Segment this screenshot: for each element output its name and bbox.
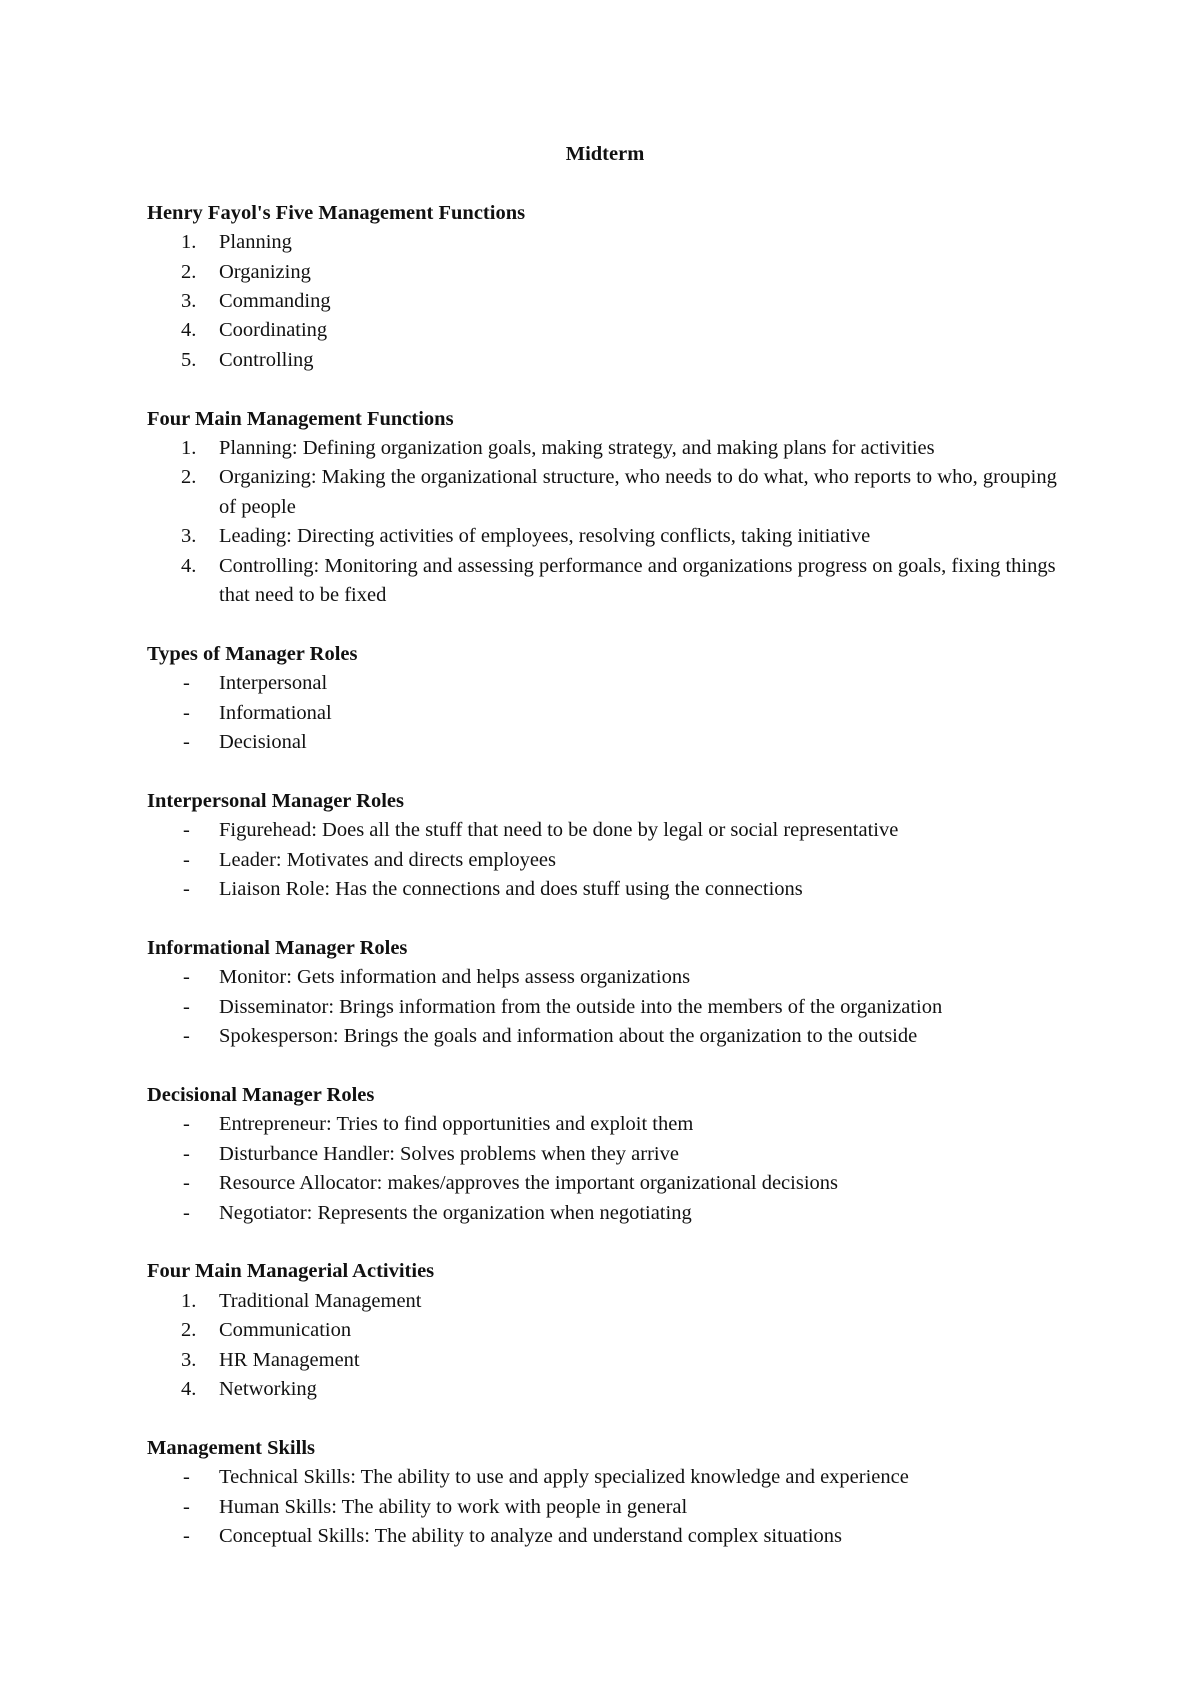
list-item-text: Organizing: Making the organizational structure, who needs to do what, who reports to who, grouping of people <box>219 466 1057 518</box>
list-number: 3. <box>181 1348 197 1371</box>
list-item-text: Spokesperson: Brings the goals and information about the organization to the outside <box>219 1025 918 1048</box>
list-bullet: - <box>183 731 190 754</box>
list-item <box>147 1316 1067 1345</box>
list-item <box>147 287 1067 316</box>
list-item-text: Controlling: Monitoring and assessing performance and organizations progress on goals, fixing things that need to be fixed <box>219 554 1056 607</box>
list-item <box>147 816 1067 845</box>
list-item <box>147 1022 1067 1051</box>
list-bullet: - <box>183 1201 190 1224</box>
list-bullet: - <box>183 966 190 989</box>
list-item <box>147 846 1067 875</box>
list-number: 1. <box>181 1289 197 1312</box>
list-item <box>147 434 1067 463</box>
list-bullet: - <box>183 1025 190 1048</box>
list-item <box>147 728 1067 757</box>
list-bullet: - <box>183 819 190 842</box>
bullet-list <box>147 963 1067 1051</box>
sections-container <box>147 199 1067 1552</box>
document-section <box>147 934 1067 1052</box>
list-item-text: Interpersonal <box>219 672 328 695</box>
list-item <box>147 258 1067 287</box>
list-item-text: Planning: Defining organization goals, making strategy, and making plans for activities <box>219 437 935 460</box>
section-heading: Four Main Management Functions <box>147 407 454 430</box>
list-item-text: Informational <box>219 701 332 724</box>
list-bullet: - <box>183 1524 190 1547</box>
list-item-text: Traditional Management <box>219 1289 422 1312</box>
list-number: 4. <box>181 1377 197 1400</box>
list-item <box>147 1140 1067 1169</box>
list-number: 5. <box>181 348 197 371</box>
list-item-text: Commanding <box>219 290 331 313</box>
section-heading: Henry Fayol's Five Management Functions <box>147 201 526 224</box>
list-number: 4. <box>181 554 197 577</box>
numbered-list <box>147 1287 1067 1405</box>
list-item-text: Negotiator: Represents the organization when negotiating <box>219 1201 692 1224</box>
document-section <box>147 405 1067 611</box>
list-bullet: - <box>183 1495 190 1518</box>
list-item <box>147 1199 1067 1228</box>
list-item <box>147 1169 1067 1198</box>
list-item <box>147 1463 1067 1492</box>
section-heading: Four Main Managerial Activities <box>147 1260 435 1283</box>
list-item <box>147 346 1067 375</box>
list-item <box>147 993 1067 1022</box>
list-item <box>147 1493 1067 1522</box>
list-item-text: Leading: Directing activities of employees, resolving conflicts, taking initiative <box>219 525 871 548</box>
list-item-text: Conceptual Skills: The ability to analyze and understand complex situations <box>219 1524 843 1547</box>
list-item <box>147 1375 1067 1404</box>
list-item <box>147 1287 1067 1316</box>
document-body <box>147 140 1067 1581</box>
list-number: 2. <box>181 466 197 489</box>
list-item-text: Planning <box>219 231 292 254</box>
list-item-text: Entrepreneur: Tries to find opportunities and exploit them <box>219 1113 694 1136</box>
section-heading: Interpersonal Manager Roles <box>147 789 404 812</box>
list-bullet: - <box>183 1113 190 1136</box>
list-item-text: Technical Skills: The ability to use and apply specialized knowledge and experience <box>219 1466 909 1489</box>
bullet-list <box>147 669 1067 757</box>
document-section <box>147 1081 1067 1228</box>
list-bullet: - <box>183 995 190 1018</box>
list-bullet: - <box>183 701 190 724</box>
list-item-text: Networking <box>219 1377 317 1400</box>
list-item <box>147 963 1067 992</box>
list-bullet: - <box>183 848 190 871</box>
list-item-text: Communication <box>219 1319 352 1342</box>
list-item-text: Human Skills: The ability to work with people in general <box>219 1495 688 1518</box>
list-item-text: Figurehead: Does all the stuff that need to be done by legal or social representative <box>219 819 899 842</box>
list-item-text: HR Management <box>219 1348 360 1371</box>
bullet-list <box>147 1463 1067 1551</box>
document-section <box>147 640 1067 758</box>
list-item-text: Organizing <box>219 260 311 283</box>
list-item <box>147 552 1067 611</box>
list-item-text: Disseminator: Brings information from the outside into the members of the organization <box>219 995 943 1018</box>
list-item-text: Liaison Role: Has the connections and does stuff using the connections <box>219 878 803 901</box>
list-number: 3. <box>181 290 197 313</box>
list-item-text: Monitor: Gets information and helps assess organizations <box>219 966 691 989</box>
list-bullet: - <box>183 1466 190 1489</box>
list-number: 2. <box>181 260 197 283</box>
list-item <box>147 1346 1067 1375</box>
list-item <box>147 522 1067 551</box>
list-number: 4. <box>181 319 197 342</box>
section-heading: Informational Manager Roles <box>147 936 408 959</box>
document-section <box>147 787 1067 905</box>
list-item <box>147 316 1067 345</box>
list-item <box>147 669 1067 698</box>
list-item <box>147 875 1067 904</box>
list-item-text: Disturbance Handler: Solves problems when they arrive <box>219 1142 679 1165</box>
list-item-text: Decisional <box>219 731 307 754</box>
list-number: 1. <box>181 231 197 254</box>
document-section <box>147 1434 1067 1552</box>
list-number: 1. <box>181 437 197 460</box>
numbered-list <box>147 228 1067 375</box>
list-bullet: - <box>183 878 190 901</box>
list-item <box>147 699 1067 728</box>
document-section <box>147 199 1067 375</box>
list-bullet: - <box>183 672 190 695</box>
section-heading: Types of Manager Roles <box>147 642 358 665</box>
list-item-text: Resource Allocator: makes/approves the important organizational decisions <box>219 1172 839 1195</box>
list-item-text: Leader: Motivates and directs employees <box>219 848 556 871</box>
list-item-text: Controlling <box>219 348 314 371</box>
list-bullet: - <box>183 1142 190 1165</box>
list-number: 3. <box>181 525 197 548</box>
list-item-text: Coordinating <box>219 319 328 342</box>
numbered-list <box>147 434 1067 610</box>
list-number: 2. <box>181 1319 197 1342</box>
list-item <box>147 463 1067 522</box>
page-title: Midterm <box>565 143 645 165</box>
section-heading: Management Skills <box>147 1436 315 1459</box>
section-heading: Decisional Manager Roles <box>147 1083 375 1106</box>
bullet-list <box>147 816 1067 904</box>
bullet-list <box>147 1110 1067 1228</box>
list-item <box>147 1110 1067 1139</box>
list-bullet: - <box>183 1172 190 1195</box>
document-section <box>147 1257 1067 1404</box>
list-item <box>147 228 1067 257</box>
list-item <box>147 1522 1067 1551</box>
